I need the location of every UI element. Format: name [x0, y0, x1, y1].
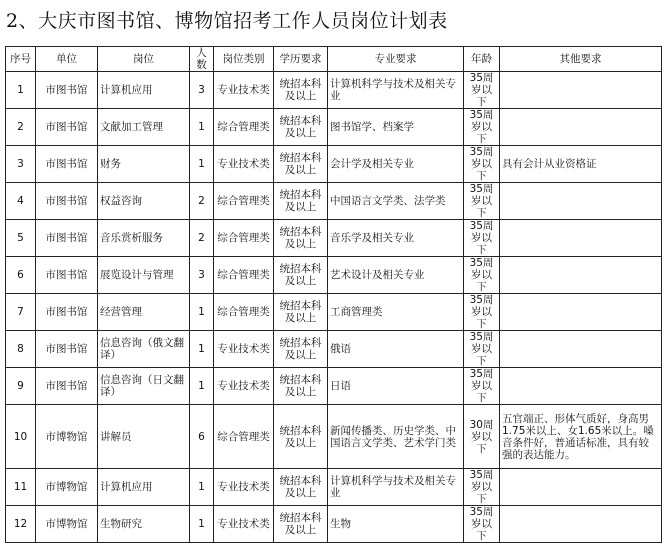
cell-post: 信息咨询（俄文翻译）: [98, 331, 190, 368]
cell-count: 1: [190, 368, 214, 405]
table-row: [6, 294, 662, 331]
cell-no: 5: [6, 220, 36, 257]
cell-unit: 市图书馆: [36, 331, 98, 368]
cell-count: 1: [190, 469, 214, 506]
table-row: [6, 183, 662, 220]
header-category: 岗位类别: [214, 47, 274, 72]
cell-major: 会计学及相关专业: [328, 146, 464, 183]
cell-unit: 市博物馆: [36, 405, 98, 469]
table-row: [6, 331, 662, 368]
cell-other: 五官端正、形体气质好，身高男1.75米以上、女1.65米以上。嗓音条件好，普通话标准，具有较强的表达能力。: [500, 405, 662, 469]
cell-post: 计算机应用: [98, 469, 190, 506]
cell-major: 生物: [328, 506, 464, 543]
cell-count: 1: [190, 294, 214, 331]
cell-age: 35周岁以下: [464, 506, 500, 543]
table-row: [6, 72, 662, 109]
cell-other: 具有会计从业资格证: [500, 146, 662, 183]
cell-no: 6: [6, 257, 36, 294]
cell-other: [500, 294, 662, 331]
cell-no: 3: [6, 146, 36, 183]
cell-age: 35周岁以下: [464, 109, 500, 146]
cell-other: [500, 331, 662, 368]
cell-major: 计算机科学与技术及相关专业: [328, 469, 464, 506]
table-row: [6, 257, 662, 294]
cell-post: 财务: [98, 146, 190, 183]
header-other: 其他要求: [500, 47, 662, 72]
header-major: 专业要求: [328, 47, 464, 72]
cell-post: 生物研究: [98, 506, 190, 543]
cell-age: 35周岁以下: [464, 220, 500, 257]
cell-age: 35周岁以下: [464, 146, 500, 183]
table-row: [6, 220, 662, 257]
header-unit: 单位: [36, 47, 98, 72]
cell-category: 专业技术类: [214, 368, 274, 405]
page-title: 2、大庆市图书馆、博物馆招考工作人员岗位计划表: [6, 10, 448, 32]
cell-category: 综合管理类: [214, 109, 274, 146]
cell-education: 统招本科及以上: [274, 294, 328, 331]
cell-education: 统招本科及以上: [274, 72, 328, 109]
table-row: [6, 146, 662, 183]
cell-category: 综合管理类: [214, 257, 274, 294]
cell-unit: 市图书馆: [36, 294, 98, 331]
cell-post: 权益咨询: [98, 183, 190, 220]
cell-other: [500, 72, 662, 109]
header-no: 序号: [6, 47, 36, 72]
cell-unit: 市图书馆: [36, 109, 98, 146]
cell-major: 计算机科学与技术及相关专业: [328, 72, 464, 109]
cell-count: 1: [190, 506, 214, 543]
cell-age: 35周岁以下: [464, 331, 500, 368]
position-plan-table: [5, 46, 662, 543]
cell-other: [500, 220, 662, 257]
table-row: [6, 368, 662, 405]
cell-major: 工商管理类: [328, 294, 464, 331]
cell-count: 1: [190, 109, 214, 146]
table-row: [6, 405, 662, 469]
cell-post: 音乐赏析服务: [98, 220, 190, 257]
cell-education: 统招本科及以上: [274, 109, 328, 146]
cell-category: 专业技术类: [214, 506, 274, 543]
cell-age: 35周岁以下: [464, 257, 500, 294]
cell-post: 经营管理: [98, 294, 190, 331]
cell-count: 1: [190, 331, 214, 368]
cell-other: [500, 109, 662, 146]
cell-category: 综合管理类: [214, 405, 274, 469]
cell-education: 统招本科及以上: [274, 506, 328, 543]
cell-category: 专业技术类: [214, 72, 274, 109]
cell-unit: 市博物馆: [36, 506, 98, 543]
cell-age: 35周岁以下: [464, 368, 500, 405]
cell-category: 专业技术类: [214, 146, 274, 183]
cell-post: 信息咨询（日文翻译）: [98, 368, 190, 405]
cell-no: 7: [6, 294, 36, 331]
header-post: 岗位: [98, 47, 190, 72]
cell-education: 统招本科及以上: [274, 146, 328, 183]
cell-education: 统招本科及以上: [274, 257, 328, 294]
cell-age: 30周岁以下: [464, 405, 500, 469]
cell-post: 文献加工管理: [98, 109, 190, 146]
cell-post: 讲解员: [98, 405, 190, 469]
cell-major: 新闻传播类、历史学类、中国语言文学类、艺术学门类: [328, 405, 464, 469]
cell-unit: 市图书馆: [36, 183, 98, 220]
cell-no: 10: [6, 405, 36, 469]
cell-count: 2: [190, 220, 214, 257]
cell-education: 统招本科及以上: [274, 183, 328, 220]
cell-education: 统招本科及以上: [274, 220, 328, 257]
cell-count: 1: [190, 146, 214, 183]
cell-major: 艺术设计及相关专业: [328, 257, 464, 294]
cell-major: 图书馆学、档案学: [328, 109, 464, 146]
cell-count: 3: [190, 72, 214, 109]
cell-category: 综合管理类: [214, 294, 274, 331]
cell-no: 9: [6, 368, 36, 405]
header-count: 人数: [190, 47, 214, 72]
cell-education: 统招本科及以上: [274, 368, 328, 405]
cell-post: 计算机应用: [98, 72, 190, 109]
cell-category: 专业技术类: [214, 469, 274, 506]
cell-count: 6: [190, 405, 214, 469]
cell-no: 2: [6, 109, 36, 146]
cell-no: 11: [6, 469, 36, 506]
cell-major: 音乐学及相关专业: [328, 220, 464, 257]
cell-other: [500, 183, 662, 220]
cell-no: 4: [6, 183, 36, 220]
header-age: 年龄: [464, 47, 500, 72]
cell-unit: 市博物馆: [36, 469, 98, 506]
table-row: [6, 109, 662, 146]
cell-category: 专业技术类: [214, 331, 274, 368]
cell-major: 俄语: [328, 331, 464, 368]
cell-unit: 市图书馆: [36, 220, 98, 257]
cell-other: [500, 368, 662, 405]
table-row: [6, 506, 662, 543]
cell-other: [500, 506, 662, 543]
cell-age: 35周岁以下: [464, 72, 500, 109]
cell-no: 12: [6, 506, 36, 543]
cell-unit: 市图书馆: [36, 146, 98, 183]
cell-unit: 市图书馆: [36, 257, 98, 294]
cell-count: 2: [190, 183, 214, 220]
cell-post: 展览设计与管理: [98, 257, 190, 294]
cell-education: 统招本科及以上: [274, 469, 328, 506]
cell-unit: 市图书馆: [36, 72, 98, 109]
cell-education: 统招本科及以上: [274, 331, 328, 368]
cell-no: 1: [6, 72, 36, 109]
cell-no: 8: [6, 331, 36, 368]
cell-age: 35周岁以下: [464, 294, 500, 331]
cell-age: 35周岁以下: [464, 469, 500, 506]
cell-other: [500, 257, 662, 294]
cell-major: 日语: [328, 368, 464, 405]
cell-unit: 市图书馆: [36, 368, 98, 405]
table-header-row: [6, 47, 662, 72]
cell-category: 综合管理类: [214, 220, 274, 257]
cell-major: 中国语言文学类、法学类: [328, 183, 464, 220]
cell-count: 3: [190, 257, 214, 294]
cell-education: 统招本科及以上: [274, 405, 328, 469]
cell-age: 35周岁以下: [464, 183, 500, 220]
cell-category: 综合管理类: [214, 183, 274, 220]
header-education: 学历要求: [274, 47, 328, 72]
